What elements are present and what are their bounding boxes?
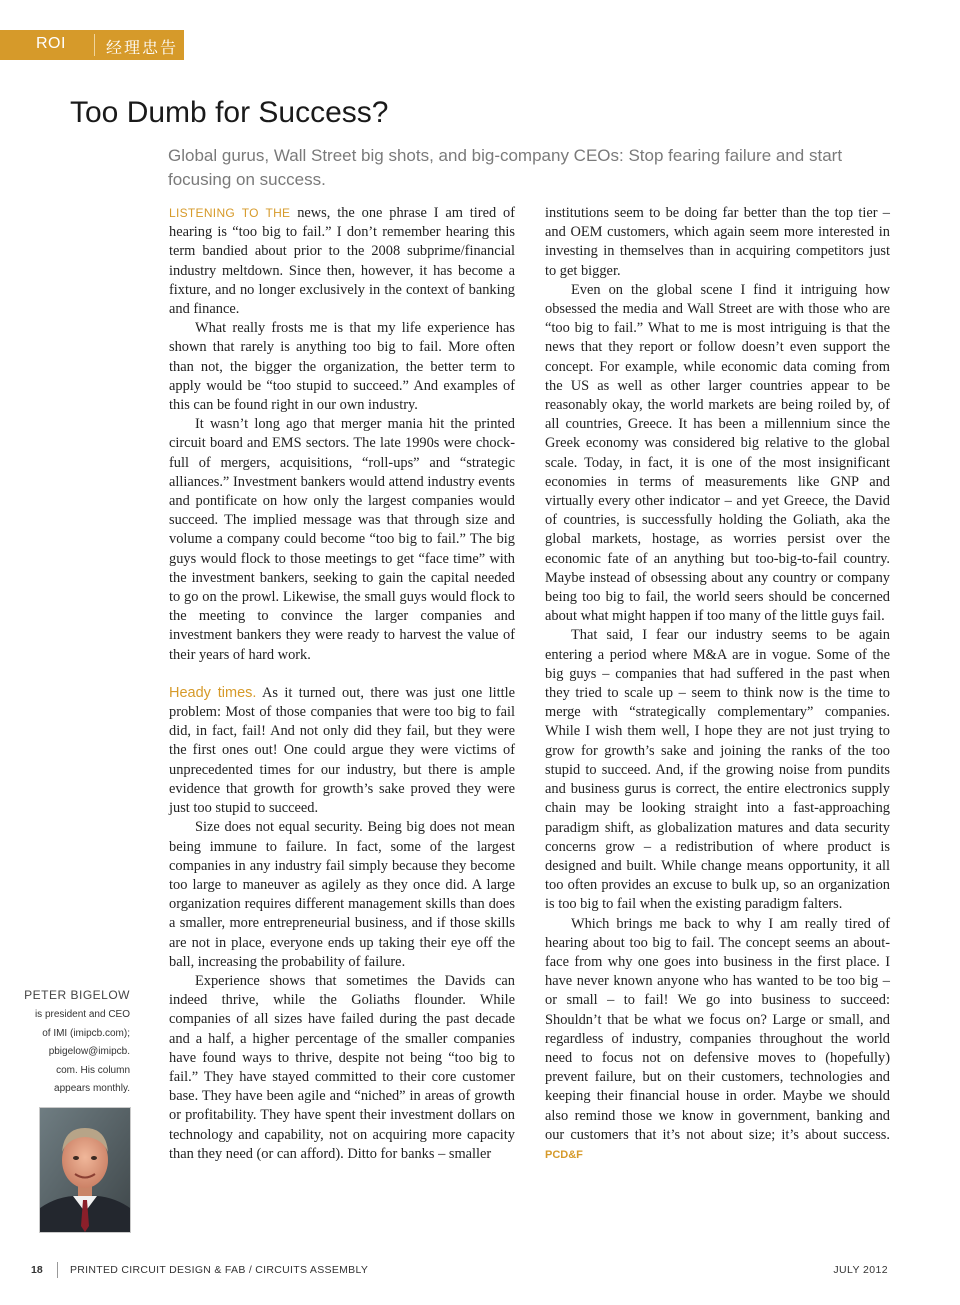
- publication-name: PRINTED CIRCUIT DESIGN & FAB / CIRCUITS ASSEMBLY: [70, 1264, 369, 1276]
- column-name-label: 经理忠告: [106, 38, 179, 57]
- paragraph: Experience shows that sometimes the Davids can indeed thrive, while the Goliaths flounder. While companies of all sizes have failed during the past decade and a half, a higher percentage of the smaller companies have found ways to thrive, despite not being “too big to fail.” They have stayed committed to their core customer base. They have been agile and “niched” in areas of growth or profitability. They have spent their investment dollars on technology and capability, not on acquiring more capacity than they need (or can afford). Ditto for banks – smaller: [169, 972, 515, 1162]
- issue-date: JULY 2012: [833, 1264, 888, 1276]
- bio-line: is president and CEO: [34, 1009, 130, 1020]
- author-bio: [20, 988, 130, 1099]
- subhead: Heady times.: [169, 684, 257, 701]
- paragraph-text: Which brings me back to why I am really tired of hearing about too big to fail. The concept seems an about-face from why one goes into business in the first place. I have never known anyone who has wanted to be too big – or small – to fail! We go into business to succeed: Shouldn’t that be what we focus on? Large or small, and regardless of industry, companies throughout the world need to focus not on defensive moves to (hopefully) prevent failure, but on their customers, technologies and keeping their financial house in order. Maybe we should also remind those we know in government, banking and our customers that it’s not about size; it’s about success.: [545, 915, 890, 1143]
- bio-line: com. His column: [56, 1064, 130, 1076]
- author-bio-text: [20, 1006, 130, 1099]
- section-tab: [0, 30, 184, 60]
- article-title: Too Dumb for Success?: [70, 96, 389, 129]
- page-number: 18: [31, 1264, 43, 1276]
- author-name: PETER BIGELOW: [24, 988, 130, 1002]
- bio-line: appears monthly.: [54, 1083, 130, 1094]
- author-photo: [39, 1107, 131, 1233]
- paragraph-text: As it turned out, there was just one little problem: Most of those companies that were too big to fail did, in fact, fail! And not only did they fail, but they were the first ones out! One could argue they were victims of unprecedented times for our industry, but there is ample evidence that growth for growth’s sake proved they were just too stupid to succeed.: [169, 684, 515, 817]
- paragraph: That said, I fear our industry seems to be again entering a period where M&A are in vogue. Some of the big guys – companies that had suffered in the past when they tried to scale up – seem to think now is the time to merge with “strategically complementary” companies. While I wish them well, I hope they are not just trying to grow for growth’s sake and joining the ranks of the too stupid to succeed. And, if the growing noise from pundits and business gurus is correct, the entire electronics supply chain may be looking straight into a fast-approaching paradigm shift, as globalization matures and data security concerns grow – a redistribution of where product is designed and built. While change means opportunity, it all too often provides an excuse to bulk up, so an organization is too big to fail when the existing paradigm falters.: [545, 627, 890, 913]
- paragraph: [169, 684, 515, 818]
- body-column-2: [545, 204, 890, 1165]
- lead-in: LISTENING TO THE: [169, 206, 291, 220]
- page-footer: [0, 1262, 960, 1282]
- bio-line: of IMI (imipcb.com);: [42, 1027, 130, 1039]
- paragraph-spacer: [169, 665, 515, 684]
- article-deck: Global gurus, Wall Street big shots, and big-company CEOs: Stop fearing failure and start focusing on success.: [168, 146, 843, 189]
- section-label: ROI: [36, 35, 66, 52]
- paragraph: What really frosts me is that my life experience has shown that rarely is anything too big to fail. More often than not, the bigger the organization, the better term to apply would be “too stupid to succeed.” And examples of this can be found right in our own industry.: [169, 320, 515, 414]
- paragraph: [169, 204, 515, 319]
- bio-line: pbigelow@imipcb.: [48, 1046, 130, 1057]
- paragraph: [545, 915, 890, 1166]
- section-divider: [94, 34, 95, 56]
- signoff: PCD&F: [545, 1148, 583, 1161]
- paragraph-text: news, the one phrase I am tired of hearing is “too big to fail.” I don’t remember hearing this term bandied about prior to the 2008 subprime/financial industry meltdown. Since then, however, it has become a fixture, and no longer exclusively in the context of banking and finance.: [169, 205, 515, 318]
- paragraph: Size does not equal security. Being big does not mean being immune to failure. In fact, some of the largest companies in any industry fail simply because they become too large to maneuver as agilely as they once did. A large organization requires different management skills than does a smaller, more entrepreneurial business, and if those skills are not in place, everyone ends up taking their eye off the ball, increasing the probability of failure.: [169, 819, 515, 970]
- body-column-1: [169, 204, 515, 1164]
- footer-divider: [57, 1262, 58, 1278]
- paragraph: Even on the global scene I find it intriguing how obsessed the media and Wall Street are with those who are “too big to fail.” What to me is most intriguing is that the news that they report or follow doesn’t even support the concept. For example, while economic data coming from the US as well as other larger countries appear to be reasonably okay, the world markets are being roiled by, of all countries, Greece. It has been a millennium since the Greek economy was considered big relative to the global scale. Today, in fact, it is one of the most insignificant economies in terms of measurements like GNP and virtually every other indicator – and yet Greece, the David of countries, is successfully holding the Goliath, aka the global markets, hostage, as worries persist over the economic fate of an anything but too-big-to-fail country. Maybe instead of obsessing about any country or company being too big to fail, the world seers should be concerned about what might happen if too many of the little guys fail.: [545, 281, 890, 625]
- paragraph: institutions seem to be doing far better than the top tier – and OEM customers, which again seem more interested in investing in themselves than in acquiring competitors just to get bigger.: [545, 205, 890, 279]
- paragraph: It wasn’t long ago that merger mania hit the printed circuit board and EMS sectors. The late 1990s were chock-full of mergers, acquisitions, “roll-ups” and “strategic alliances.” Investment bankers would attend industry events and pontificate on how only the largest companies would succeed. The implied message was that through size and volume a company could become “too big to fail.” The big guys would flock to those meetings to get “face time” with the investment bankers, seeking to gain the capital needed to go on the prowl. Likewise, the small guys would flock to the meeting to convince the larger companies and investment bankers they were ready to harvest the value of their years of hard work.: [169, 416, 515, 663]
